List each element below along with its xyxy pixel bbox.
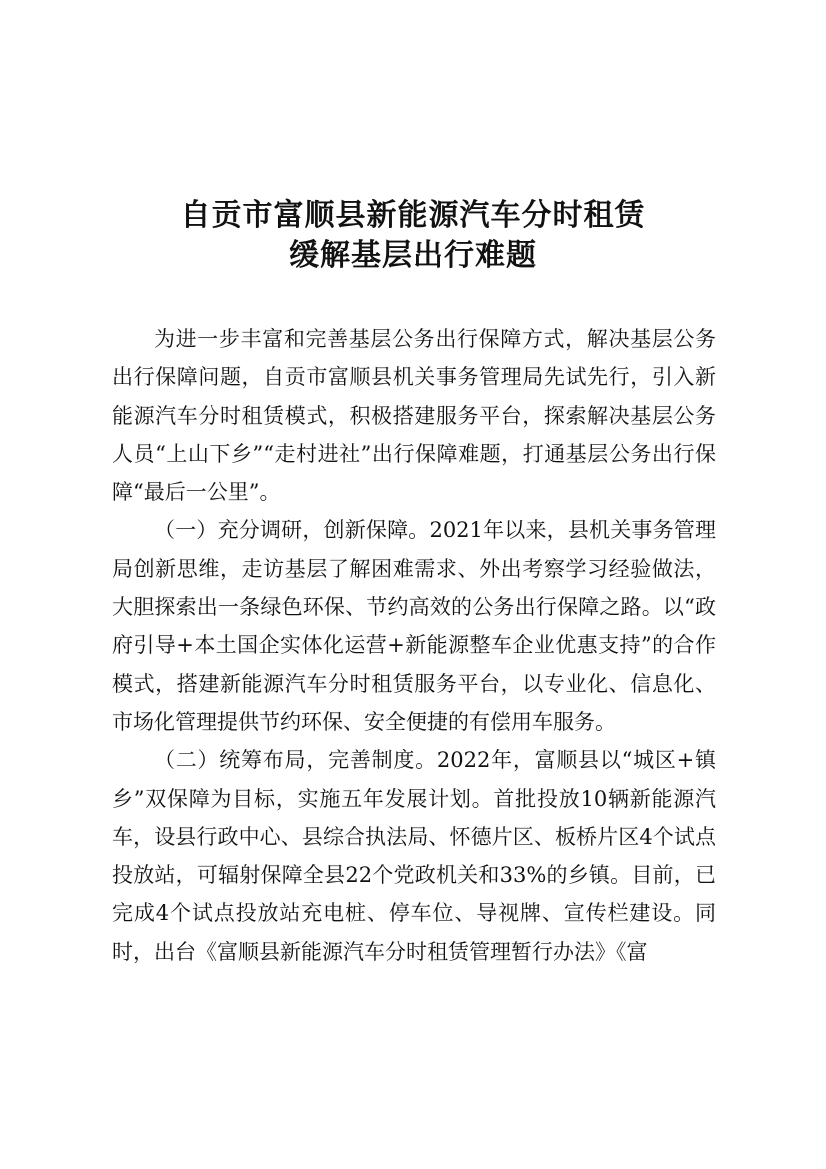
document-title-line-1: 自贡市富顺县新能源汽车分时租赁 (180, 198, 646, 233)
paragraph-intro: 为进一步丰富和完善基层公务出行保障方式，解决基层公务出行保障问题，自贡市富顺县机关事务管理局先试先行，引入新能源汽车分时租赁模式，积极搭建服务平台，探索解决基层公务人员“上山下乡”“走村进社”出行保障难题，打通基层公务出行保障“最后一公里”。 (112, 327, 716, 505)
paragraph-section-2: （二）统筹布局，完善制度。2022年，富顺县以“城区+镇乡”双保障为目标，实施五年发展计划。首批投放10辆新能源汽车，设县行政中心、县综合执法局、怀德片区、板桥片区4个试点投放站，可辐射保障全县22个党政机关和33%的乡镇。目前，已完成4个试点投放站充电桩、停车位、导视牌、宣传栏建设。同时，出台《富顺县新能源汽车分时租赁管理暂行办法》《富 (112, 748, 716, 964)
document-title-line-2: 缓解基层出行难题 (289, 238, 537, 273)
paragraph-section-1: （一）充分调研，创新保障。2021年以来，县机关事务管理局创新思维，走访基层了解困难需求、外出考察学习经验做法，大胆探索出一条绿色环保、节约高效的公务出行保障之路。以“政府引导+本土国企实体化运营+新能源整车企业优惠支持”的合作模式，搭建新能源汽车分时租赁服务平台，以专业化、信息化、市场化管理提供节约环保、安全便捷的有偿用车服务。 (112, 518, 716, 734)
document-body (112, 320, 716, 971)
